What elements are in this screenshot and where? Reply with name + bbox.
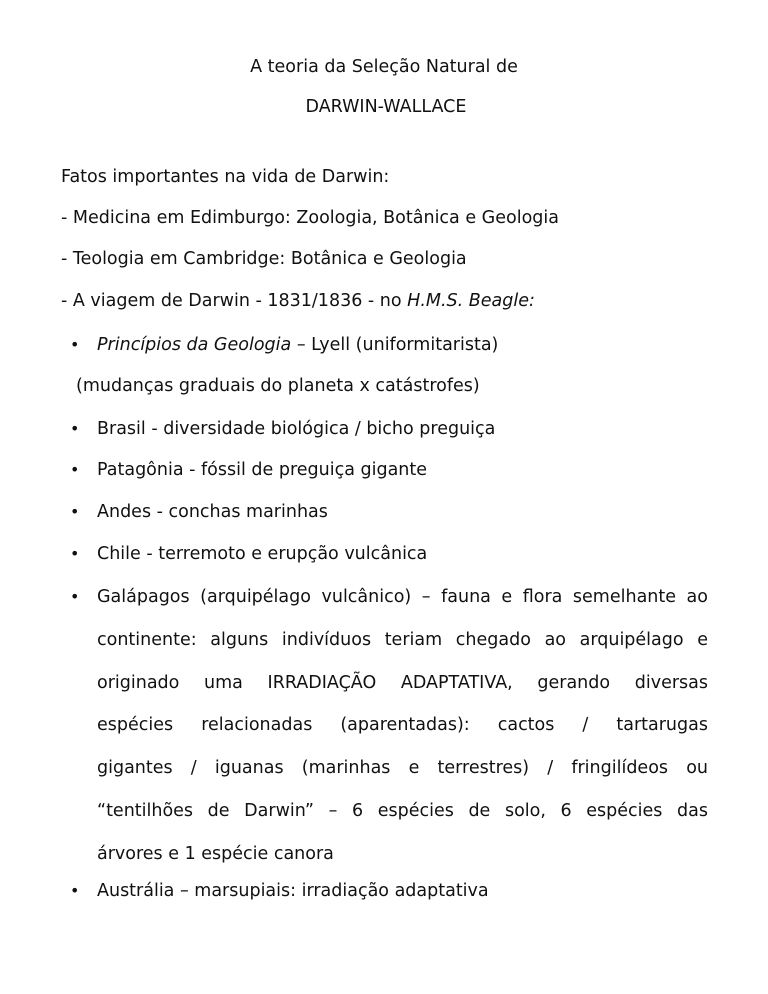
item-australia: Austrália – marsupiais: irradiação adaptativa	[97, 881, 489, 901]
galapagos-line4	[97, 714, 708, 736]
lyell-rest: – Lyell (uniformitarista)	[291, 335, 499, 355]
galapagos-line3: originado uma IRRADIAÇÃO ADAPTATIVA, gerando diversas	[97, 673, 708, 693]
item-andes: Andes - conchas marinhas	[97, 502, 328, 522]
galapagos-line1: Galápagos (arquipélago vulcânico) – fauna e flora semelhante ao	[97, 587, 708, 607]
bullet-brasil: •	[70, 419, 80, 438]
galapagos-word: tartarugas	[616, 715, 708, 735]
document-title-line2: DARWIN-WALLACE	[305, 97, 467, 117]
galapagos-line7: árvores e 1 espécie canora	[97, 844, 334, 864]
galapagos-word: (aparentadas):	[340, 715, 470, 735]
bullet-andes: •	[70, 502, 80, 521]
item-chile: Chile - terremoto e erupção vulcânica	[97, 544, 428, 564]
galapagos-line6: “tentilhões de Darwin” – 6 espécies de solo, 6 espécies das	[97, 801, 708, 821]
galapagos-line5: gigantes / iguanas (marinhas e terrestres) / fringilídeos ou	[97, 758, 708, 778]
fact-viagem	[61, 290, 535, 312]
fact-medicina: - Medicina em Edimburgo: Zoologia, Botânica e Geologia	[61, 208, 559, 228]
voyage-ship: H.M.S. Beagle:	[407, 291, 535, 311]
intro-heading: Fatos importantes na vida de Darwin:	[61, 167, 390, 187]
lyell-book: Princípios da Geologia	[97, 335, 292, 355]
voyage-prefix: - A viagem de Darwin - 1831/1836 - no	[61, 291, 408, 311]
galapagos-word: cactos	[497, 715, 555, 735]
bullet-patagonia: •	[70, 460, 80, 479]
item-lyell	[97, 334, 498, 356]
bullet-chile: •	[70, 544, 80, 563]
lyell-note: (mudanças graduais do planeta x catástrofes)	[76, 376, 480, 396]
document-title-line1: A teoria da Seleção Natural de	[250, 57, 518, 77]
galapagos-word: relacionadas	[201, 715, 313, 735]
bullet-galapagos: •	[70, 587, 80, 606]
fact-teologia: - Teologia em Cambridge: Botânica e Geologia	[61, 249, 467, 269]
galapagos-word: /	[582, 715, 589, 735]
galapagos-line2: continente: alguns indivíduos teriam chegado ao arquipélago e	[97, 630, 708, 650]
item-brasil: Brasil - diversidade biológica / bicho preguiça	[97, 419, 496, 439]
bullet-lyell: •	[70, 335, 80, 354]
item-patagonia: Patagônia - fóssil de preguiça gigante	[97, 460, 428, 480]
galapagos-word: espécies	[97, 715, 174, 735]
bullet-australia: •	[70, 881, 80, 900]
